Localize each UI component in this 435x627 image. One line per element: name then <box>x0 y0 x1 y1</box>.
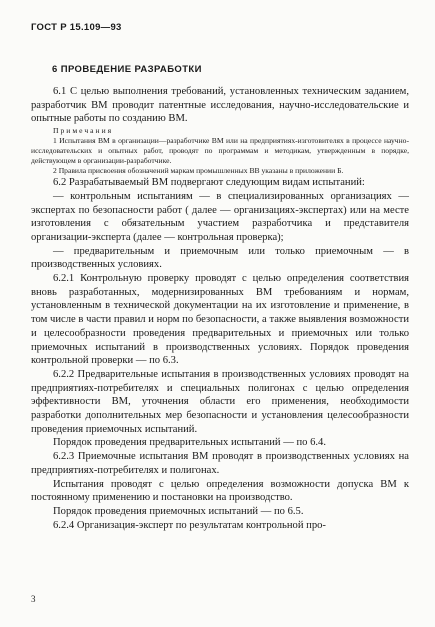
paragraph-6-2-3-order: Порядок проведения приемочных испытаний — по 6.5. <box>53 505 304 517</box>
section-title: 6 ПРОВЕДЕНИЕ РАЗРАБОТКИ <box>52 64 202 75</box>
paragraph-6-2-2: 6.2.2 Предварительные испытания в производственных условиях проводят на предприятиях-потребителях и специальных полигонах с целью определения эффективности ВМ, уточнения области его применения, необходимости разработки дополнительных мер безопасности и установления целесообразности проведения приемочных испытаний. <box>31 368 409 435</box>
note-2: 2 Правила присвоения обозначений маркам промышленных ВВ указаны в приложении Б. <box>53 166 344 176</box>
paragraph-6-2-4: 6.2.4 Организация-эксперт по результатам контрольной про- <box>53 519 326 531</box>
note-1: 1 Испытания ВМ в организации—разработчике ВМ или на предприятиях-изготовителях в процессе научно-исследовательских и опытных работ, проводят по программам и методикам, утвержденным в порядке, действующем в организации-разработчике. <box>31 136 409 166</box>
page-number: 3 <box>31 594 36 604</box>
document-body <box>31 85 409 532</box>
document-header: ГОСТ Р 15.109—93 <box>31 22 122 33</box>
paragraph-6-2-1: 6.2.1 Контрольную проверку проводят с целью определения соответствия вновь разработанных, модернизированных ВМ требованиям и нормам, установленным в технической документации на их изготовление и применение, в том числе в части правил и норм по безопасности, а также выявления возможности и целесообразности проведения предварительных и приемочных или только приемочных испытаний в производственных условиях. Порядок проведения контрольной проверки — по 6.3. <box>31 273 409 367</box>
paragraph-6-1: 6.1 С целью выполнения требований, установленных техническим заданием, разработчик ВМ проводит патентные исследования, научно-исследовательские и опытные работы по созданию ВМ. <box>31 86 409 125</box>
paragraph-6-2-3-purpose: Испытания проводят с целью определения возможности допуска ВМ к постоянному применению и постановки на производство. <box>31 478 409 504</box>
paragraph-6-2-2-order: Порядок проведения предварительных испытаний — по 6.4. <box>53 437 326 449</box>
paragraph-6-2-item-a: — контрольным испытаниям — в специализированных организациях — экспертах по безопасности работ ( далее — организациях-экспертах) или на месте изготовления с обязательным участием разработчика и представителя организации-эксперта (далее — контрольная проверка); <box>31 190 409 243</box>
paragraph-6-2-item-b: — предварительным и приемочным или только приемочным — в производственных условиях. <box>31 245 409 271</box>
paragraph-6-2: 6.2 Разрабатываемый ВМ подвергают следующим видам испытаний: <box>53 177 365 189</box>
paragraph-6-2-3: 6.2.3 Приемочные испытания ВМ проводят в производственных условиях на предприятиях-потребителях и полигонах. <box>31 451 409 476</box>
notes-heading: Примечания <box>53 126 114 136</box>
